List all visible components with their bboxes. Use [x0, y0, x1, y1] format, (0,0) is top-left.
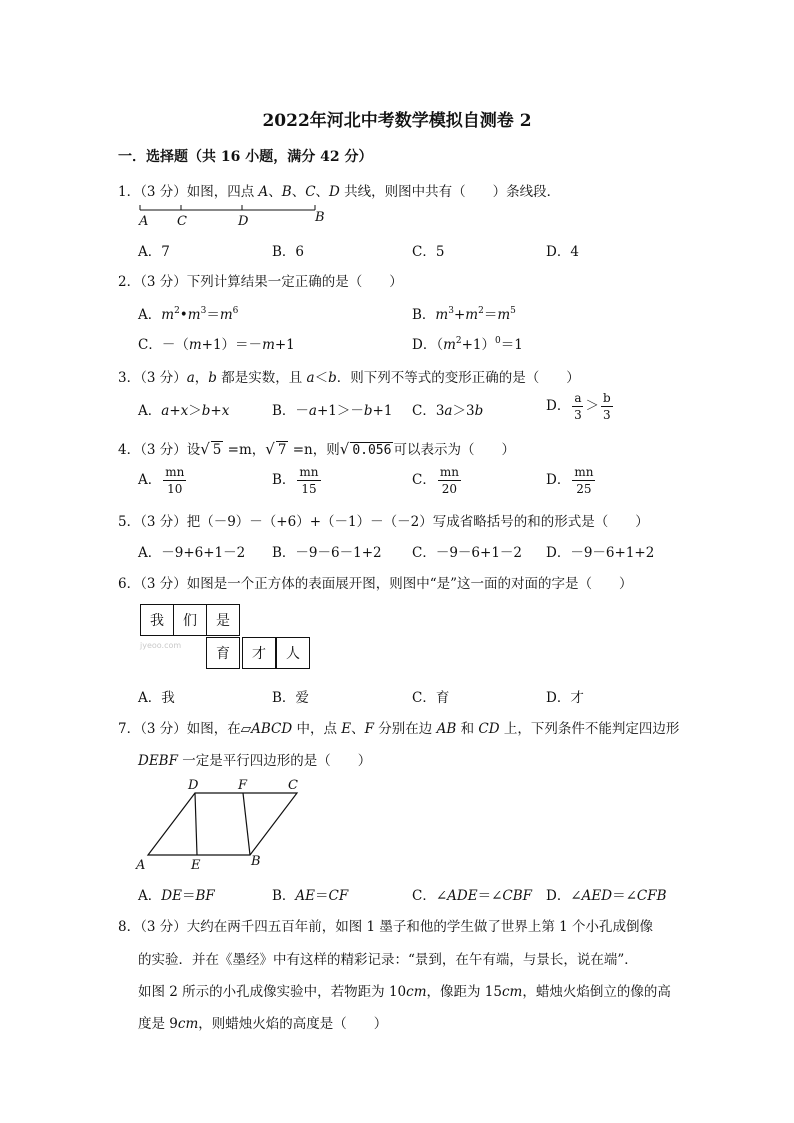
section-heading: 一．选择题（共 16 小题，满分 42 分） [118, 149, 373, 165]
q1-option-a: A．7 [138, 244, 170, 260]
point-label-a: A [139, 214, 149, 229]
question-7-stem-line-1: 7．（3 分）如图，在▱ABCD 中，点 E、F 分别在边 AB 和 CD 上，下列条件不能判定四边形 [118, 721, 680, 737]
page-title: 2022年河北中考数学模拟自测卷 2 [262, 111, 532, 131]
q6-option-c: C．育 [412, 690, 450, 706]
q7-option-b: B．AE＝CF [272, 888, 349, 904]
net-cell-2: 们 [173, 604, 207, 636]
q2-option-c: C．－（m+1）＝－m+1 [138, 337, 295, 353]
q3-option-c: C．3a＞3b [412, 403, 484, 419]
watermark: jyeoo.com [140, 641, 182, 650]
q4-option-a: A． $\frac{mn}{10}$ [138, 465, 185, 496]
question-8-line-3: 如图 2 所示的小孔成像实验中，若物距为 10cm，像距为 15cm，蜡烛火焰倒立的像的高 [138, 984, 671, 1000]
q3-option-d: D． $\frac{a}{3}$ ＞ $\frac{b}{3}$ [546, 391, 611, 422]
question-6-stem: 6．（3 分）如图是一个正方体的表面展开图，则图中“是”这一面的对面的字是（ ） [118, 576, 633, 592]
question-8-line-2: 的实验．并在《墨经》中有这样的精彩记录：“景到，在午有端，与景长，说在端”． [138, 952, 638, 968]
vertex-label-f: F [238, 778, 248, 793]
q3-option-a: A．a+x＞b+x [138, 403, 230, 419]
point-label-d: D [238, 214, 249, 229]
net-cell-5: 才 [242, 637, 276, 669]
question-2-stem: 2．（3 分）下列计算结果一定正确的是（ ） [118, 274, 403, 290]
q6-option-b: B．爱 [272, 690, 309, 706]
question-5-stem: 5．（3 分）把（－9）－（+6）+（－1）－（－2）写成省略括号的和的形式是（ ） [118, 514, 649, 530]
vertex-label-b: B [251, 854, 261, 869]
q5-option-b: B．－9－6－1+2 [272, 545, 382, 561]
q2-option-d: D．$(m^2+1)^0=1$ [412, 336, 523, 353]
q4-option-c: C． $\frac{mn}{20}$ [412, 465, 459, 496]
question-7-stem-line-2: DEBF 一定是平行四边形的是（ ） [138, 753, 372, 769]
q4-option-b: B． $\frac{mn}{15}$ [272, 465, 319, 496]
q4-option-d: D． $\frac{mn}{25}$ [546, 465, 594, 496]
net-cell-6: 人 [276, 637, 310, 669]
q6-option-d: D．才 [546, 690, 584, 706]
q1-option-d: D．4 [546, 244, 579, 260]
q1-option-c: C．5 [412, 244, 445, 260]
net-cell-3: 是 [206, 604, 240, 636]
q6-option-a: A．我 [138, 690, 175, 706]
question-8-line-1: 8．（3 分）大约在两千四五百年前，如图 1 墨子和他的学生做了世界上第 1 个小孔成倒像 [118, 919, 654, 935]
q5-option-c: C．－9－6+1－2 [412, 545, 522, 561]
net-cell-1: 我 [140, 604, 174, 636]
net-cell-4: 育 [206, 637, 240, 669]
q7-option-d: D．∠AED＝∠CFB [546, 888, 667, 904]
q5-option-d: D．－9－6+1+2 [546, 545, 655, 561]
vertex-label-e: E [191, 858, 201, 873]
question-8-line-4: 度是 9cm，则蜡烛火焰的高度是（ ） [138, 1016, 388, 1032]
vertex-label-d: D [188, 778, 199, 793]
vertex-label-c: C [288, 778, 298, 793]
q7-option-a: A．DE＝BF [138, 888, 215, 904]
q7-option-c: C．∠ADE＝∠CBF [412, 888, 533, 904]
point-label-c: C [177, 214, 187, 229]
question-1-stem: 1．（3 分）如图，四点 A、B、C、D 共线，则图中共有（ ）条线段． [118, 184, 561, 200]
question-4-stem: 4．（3 分）设√ 5 =m，√ 7 =n，则√ 0.056 可以表示为（ ） [118, 440, 515, 458]
point-label-b: B [315, 210, 325, 225]
q2-option-b: B．$m^3+m^2=m^5$ [412, 306, 516, 323]
question-1-line-figure [135, 200, 335, 230]
vertex-label-a: A [136, 858, 146, 873]
q2-option-a: A．$m^2•m^3=m^6$ [138, 306, 239, 323]
parallelogram-figure [130, 775, 330, 875]
q1-option-b: B．6 [272, 244, 305, 260]
q5-option-a: A．－9+6+1－2 [138, 545, 246, 561]
q3-option-b: B．－a+1＞－b+1 [272, 403, 393, 419]
question-3-stem: 3．（3 分）a，b 都是实数，且 a＜b．则下列不等式的变形正确的是（ ） [118, 370, 580, 386]
